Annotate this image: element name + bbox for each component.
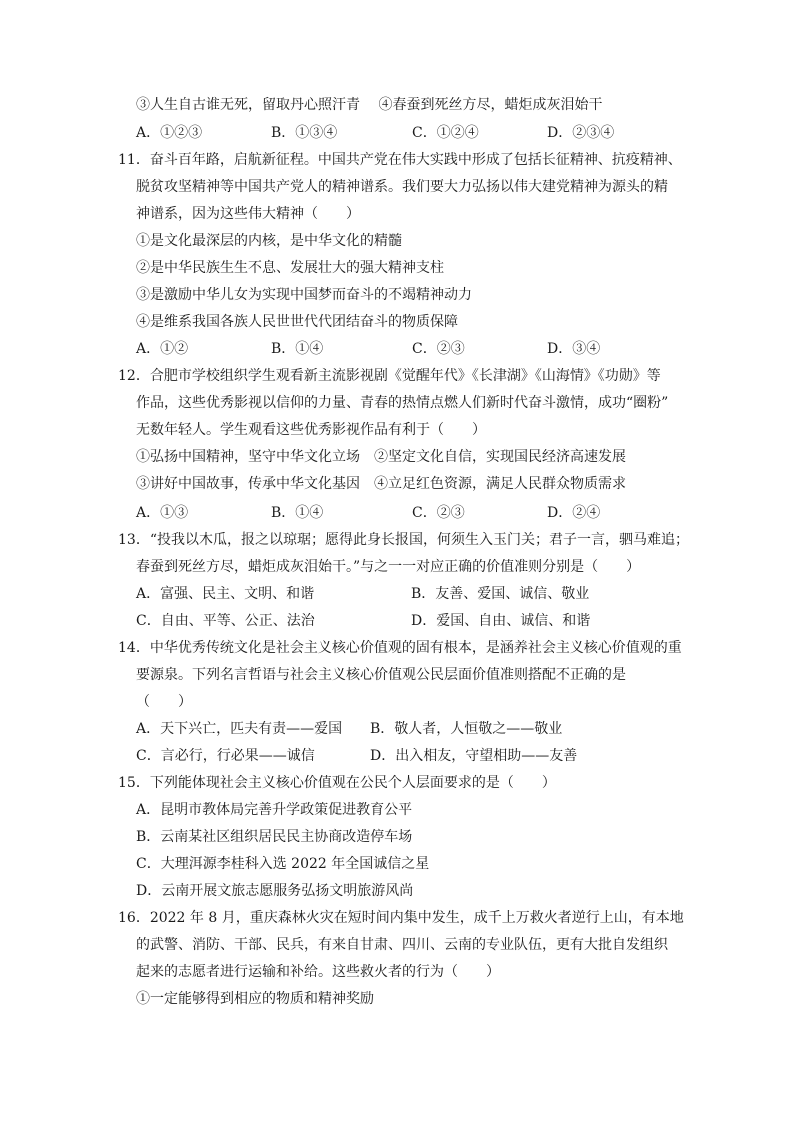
q12-stem-line-3: 无数年轻人。学生观看这些优秀影视作品有利于（ ） xyxy=(136,422,486,438)
q15-option-d: D．云南开展文旅志愿服务弘扬文明旅游风尚 xyxy=(136,883,414,899)
q12-option-a: A．①③ xyxy=(136,505,189,521)
q16-stem-line-3: 起来的志愿者进行运输和补给。这些救火者的行为（ ） xyxy=(136,964,500,980)
q15-option-b: B．云南某社区组织居民民主协商改造停车场 xyxy=(136,829,413,845)
q11-statement-3: ③是激励中华儿女为实现中国梦而奋斗的不竭精神动力 xyxy=(136,287,472,303)
q11-statement-4: ④是维系我国各族人民世世代代团结奋斗的物质保障 xyxy=(136,314,458,330)
q14-option-b: B．敬人者，人恒敬之——敬业 xyxy=(370,721,563,737)
q13-stem-line-1: 13．“投我以木瓜，报之以琼琚；愿得此身长报国，何须生入玉门关；君子一言，驷马难追； xyxy=(118,532,689,548)
q13-stem-line-2: 春蚕到死丝方尽，蜡炬成灰泪始干。”与之一一对应正确的价值准则分别是（ ） xyxy=(136,559,641,575)
q16-statement-1: ①一定能够得到相应的物质和精神奖励 xyxy=(136,991,374,1007)
q13-option-d: D．爱国、自由、诚信、和谐 xyxy=(411,613,591,629)
q13-options-row-1 xyxy=(0,584,794,604)
q11-option-b: B．①④ xyxy=(271,341,324,357)
q11-option-d: D．③④ xyxy=(547,341,601,357)
q11-option-c: C．②③ xyxy=(412,341,465,357)
q10-option-a: A．①②③ xyxy=(136,125,203,141)
q14-option-d: D．出入相友，守望相助——友善 xyxy=(370,748,578,764)
q11-statement-1: ①是文化最深层的内核，是中华文化的精髓 xyxy=(136,233,402,249)
q14-options-row-2 xyxy=(0,746,794,766)
q14-option-c: C．言必行，行必果——诚信 xyxy=(136,748,315,764)
q12-option-b: B．①④ xyxy=(271,505,324,521)
q12-statements-1-2: ①弘扬中国精神，坚守中华文化立场 ②坚定文化自信，实现国民经济高速发展 xyxy=(136,449,626,465)
q10-option-d: D．②③④ xyxy=(547,125,615,141)
q11-options xyxy=(0,339,794,359)
q10-option-c: C．①②④ xyxy=(412,125,479,141)
q14-stem-line-1: 14．中华优秀传统文化是社会主义核心价值观的固有根本，是涵养社会主义核心价值观的重 xyxy=(118,640,682,656)
q14-options-row-1 xyxy=(0,719,794,739)
q13-option-a: A．富强、民主、文明、和谐 xyxy=(136,586,315,602)
q15-option-a: A．昆明市教体局完善升学政策促进教育公平 xyxy=(136,802,413,818)
q10-options xyxy=(0,123,794,143)
q11-stem-line-1: 11．奋斗百年路，启航新征程。中国共产党在伟大实践中形成了包括长征精神、抗疫精神、 xyxy=(118,152,682,168)
q12-option-d: D．②④ xyxy=(547,505,601,521)
q16-stem-line-1: 16．2022 年 8 月，重庆森林火灾在短时间内集中发生，成千上万救火者逆行上山，有本地 xyxy=(118,910,684,926)
q15-stem: 15．下列能体现社会主义核心价值观在公民个人层面要求的是（ ） xyxy=(118,775,556,791)
q14-stem-line-3: （ ） xyxy=(136,694,192,710)
q12-stem-line-1: 12．合肥市学校组织学生观看新主流影视剧《觉醒年代》《长津湖》《山海情》《功勋》等 xyxy=(118,368,661,384)
q11-stem-line-2: 脱贫攻坚精神等中国共产党人的精神谱系。我们要大力弘扬以伟大建党精神为源头的精 xyxy=(136,179,668,195)
q13-options-row-2 xyxy=(0,611,794,631)
q11-stem-line-3: 神谱系，因为这些伟大精神（ ） xyxy=(136,206,360,222)
q12-option-c: C．②③ xyxy=(412,505,465,521)
q12-statements-3-4: ③讲好中国故事，传承中华文化基因 ④立足红色资源，满足人民群众物质需求 xyxy=(136,476,626,492)
q12-options xyxy=(0,503,794,523)
q16-stem-line-2: 的武警、消防、干部、民兵，有来自甘肃、四川、云南的专业队伍，更有大批自发组织 xyxy=(136,937,668,953)
q11-statement-2: ②是中华民族生生不息、发展壮大的强大精神支柱 xyxy=(136,260,444,276)
q10-option-b: B．①③④ xyxy=(271,125,338,141)
q15-option-c: C．大理洱源李桂科入选 2022 年全国诚信之星 xyxy=(136,856,430,872)
q12-stem-line-2: 作品，这些优秀影视以信仰的力量、青春的热情点燃人们新时代奋斗激情，成功“圈粉” xyxy=(136,395,669,411)
q13-option-b: B．友善、爱国、诚信、敬业 xyxy=(411,586,590,602)
q14-stem-line-2: 要源泉。下列名言哲语与社会主义核心价值观公民层面价值准则搭配不正确的是 xyxy=(136,667,626,683)
q10-statement-3-4: ③人生自古谁无死，留取丹心照汗青 ④春蚕到死丝方尽，蜡炬成灰泪始干 xyxy=(136,97,603,113)
q11-option-a: A．①② xyxy=(136,341,189,357)
q14-option-a: A．天下兴亡，匹夫有责——爱国 xyxy=(136,721,343,737)
q13-option-c: C．自由、平等、公正、法治 xyxy=(136,613,315,629)
